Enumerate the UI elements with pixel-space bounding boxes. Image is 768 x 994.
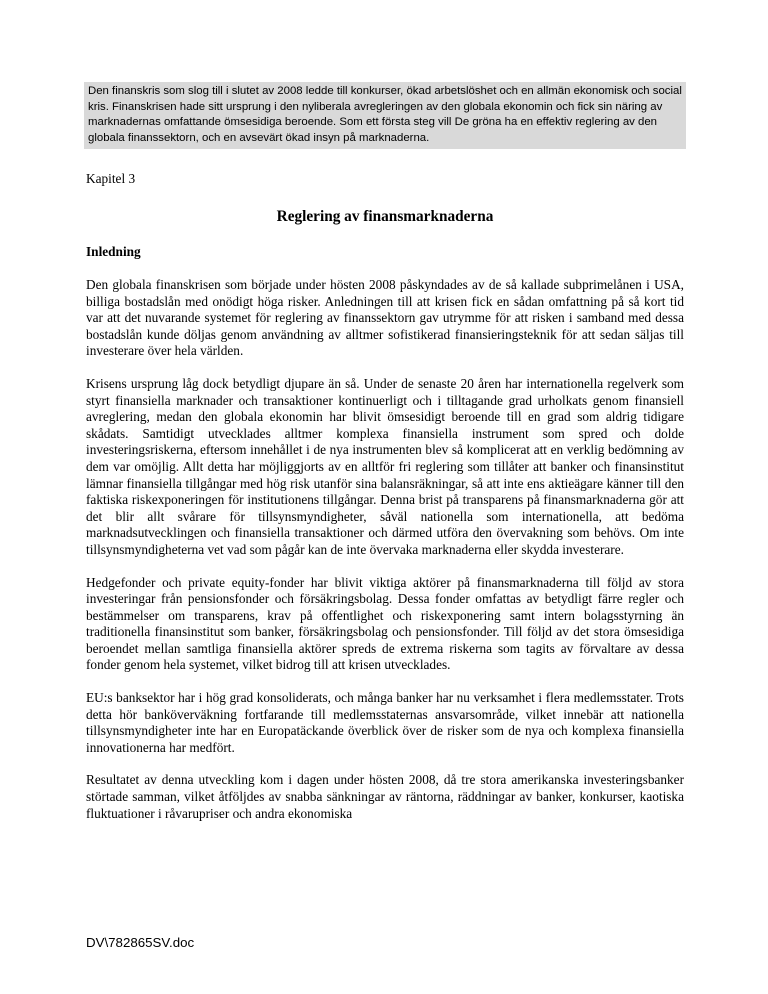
paragraph-1: Den globala finanskrisen som började under hösten 2008 påskyndades av de så kallade subprimelånen i USA, billiga bostadslån med onödigt höga risker. Anledningen till att krisen fick en sådan omfattning på så kort tid var att det nuvarande systemet för reglering av finanssektorn gav utrymme för att risken i samband med dessa bostadslån kunde döljas genom användning av alltmer sofistikerad finansieringsteknik för att sedan säljas till investerare över hela världen.: [86, 277, 684, 359]
summary-box: Den finanskris som slog till i slutet av 2008 ledde till konkurser, ökad arbetslöshet och en allmän ekonomisk och social kris. Finanskrisen hade sitt ursprung i den nyliberala avregleringen av den globala ekonomin och fick sin näring av marknadernas omfattande ömsesidiga beroende. Som ett första steg vill De gröna ha en effektiv reglering av den globala finanssektorn, och en avsevärt ökad insyn på marknaderna.: [84, 82, 686, 149]
paragraph-5: Resultatet av denna utveckling kom i dagen under hösten 2008, då tre stora amerikanska investeringsbanker störtade samman, vilket åtföljdes av snabba sänkningar av räntorna, räddningar av banker, konkurser, kaotiska fluktuationer i råvarupriser och andra ekonomiska: [86, 772, 684, 821]
chapter-label: Kapitel 3: [86, 171, 136, 186]
section-heading: Inledning: [86, 244, 141, 259]
document-page: [86, 82, 684, 822]
paragraph-3: Hedgefonder och private equity-fonder har blivit viktiga aktörer på finansmarknaderna till följd av stora investeringar från pensionsfonder och försäkringsbolag. Dessa fonder omfattas av betydligt färre regler och bestämmelser om transparens, krav på offentlighet och riskexponering samt intern bolagsstyrning än traditionella finansinstitut som banker, försäkringsbolag och pensionsfonder. Till följd av det stora ömsesidiga beroendet mellan samtliga finansiella aktörer spreds de extrema riskerna som tagits av förvaltare av dessa fonder genom hela systemet, vilket bidrog till att krisen utvecklades.: [86, 574, 684, 673]
document-footer: DV\782865SV.doc: [86, 935, 195, 950]
paragraph-4: EU:s banksektor har i hög grad konsoliderats, och många banker har nu verksamhet i flera medlemsstater. Trots detta hör banköverväkning fortfarande till medlemsstaternas ansvarsområde, vilket innebär att nationella tillsynsmyndigheter inte har en Europatäckande överblick över de risker som de nya och komplexa finansiella innovationerna har medfört.: [86, 690, 684, 755]
paragraph-2: Krisens ursprung låg dock betydligt djupare än så. Under de senaste 20 åren har internationella regelverk som styrt finansiella marknader och transaktioner kontinuerligt och i tilltagande grad urholkats genom finansiell avreglering, medan den globala ekonomin har blivit ömsesidigt beroende till en grad som aldrig tidigare skådats. Samtidigt utvecklades alltmer komplexa finansiella instrument som spred och dolde investeringsriskerna, eftersom innehållet i de nya instrumenten blev så komplicerat att en verklig bedömning av dem var omöjlig. Allt detta har möjliggjorts av en alltför fri reglering som tillåter att banker och finansinstitut lämnar finansiella tillgångar med hög risk utanför sina balansräkningar, så att inte ens aktieägare känner till den faktiska riskexponeringen för institutionens tillgångar. Denna brist på transparens på finansmarknaderna gör att det blir allt svårare för tillsynsmyndigheter, såväl nationella som internationella, att bedöma marknadsutvecklingen och finansiella transaktioner och därmed utföra den övervakning som behövs. Om inte tillsynsmyndigheterna vet vad som pågår kan de inte övervaka marknaderna eller skydda investerare.: [86, 375, 684, 557]
page-title: Reglering av finansmarknaderna: [276, 208, 494, 225]
